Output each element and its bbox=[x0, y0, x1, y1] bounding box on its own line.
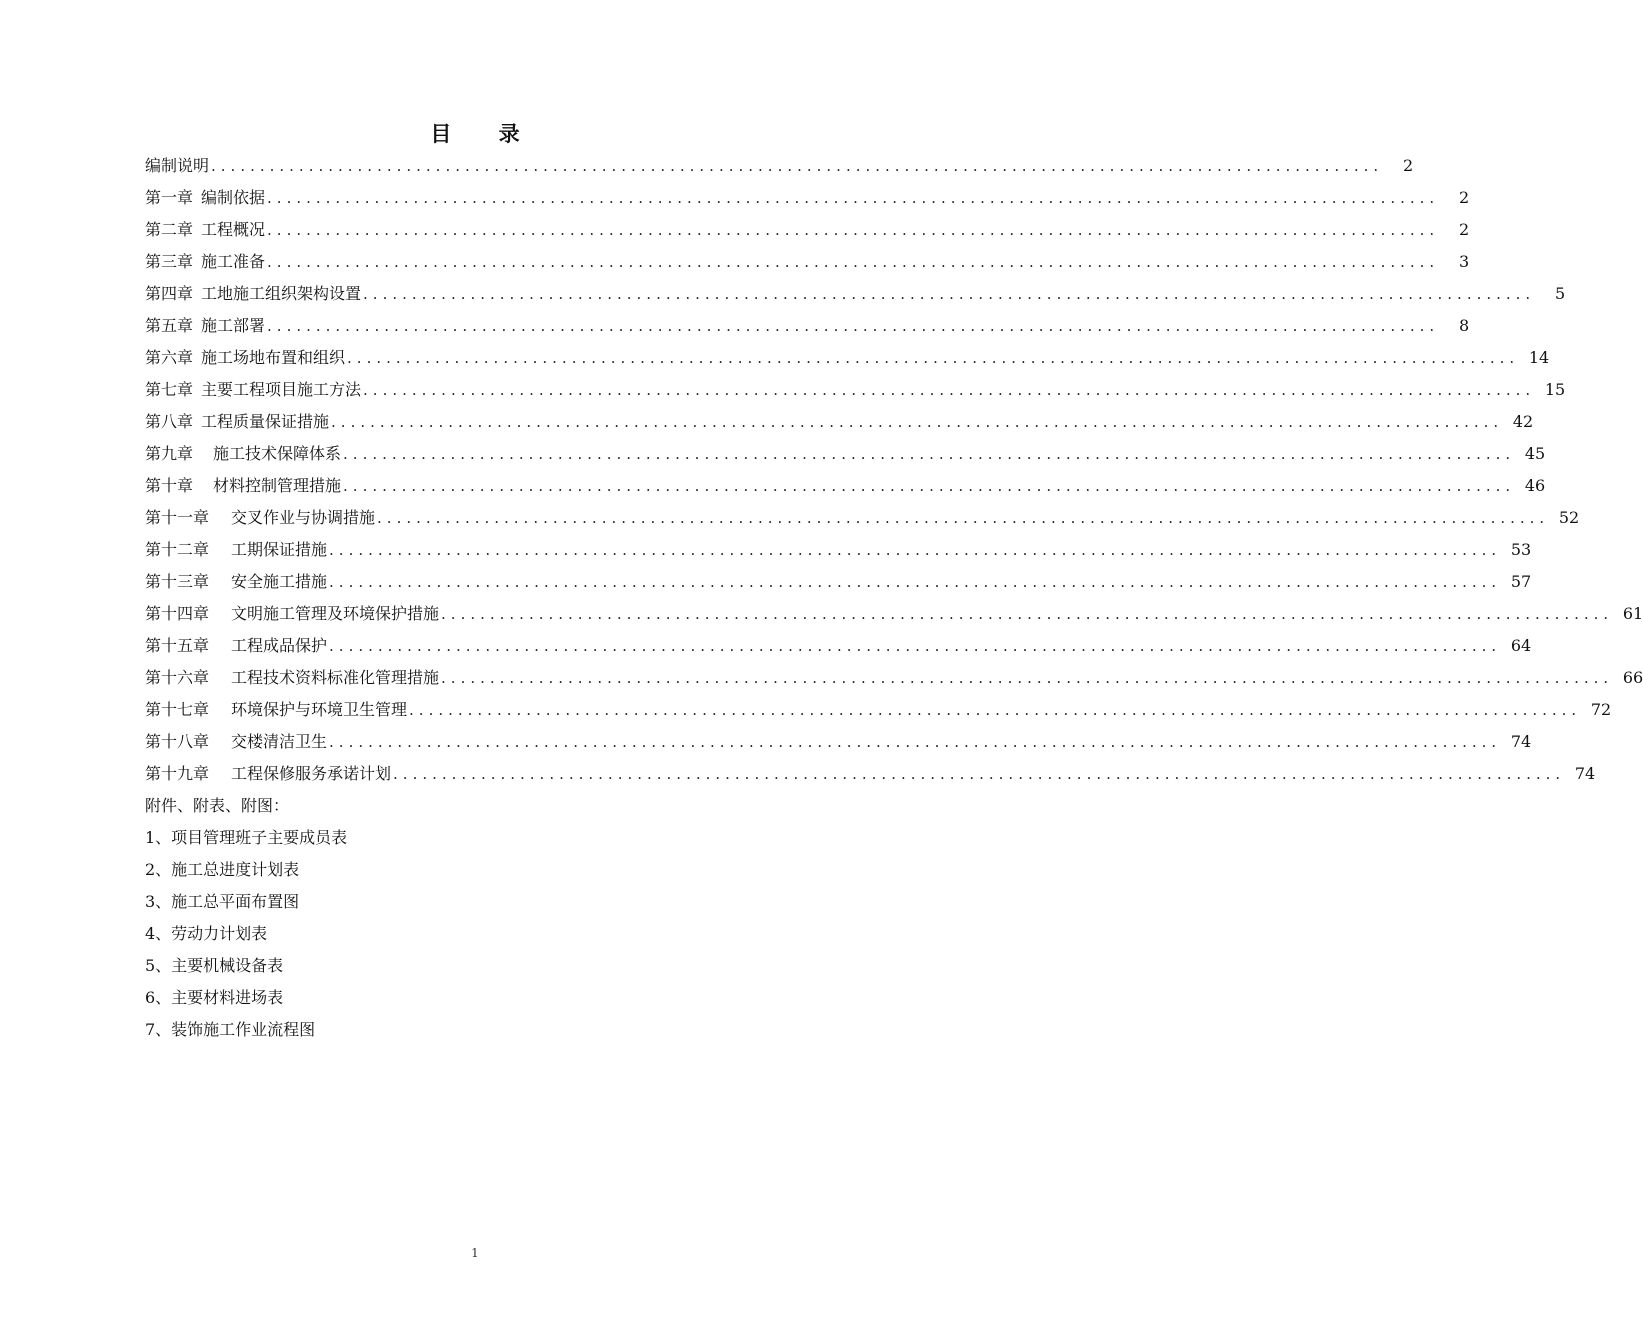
toc-entry[interactable] bbox=[145, 214, 1470, 246]
toc-chapter-number: 第九章 bbox=[145, 444, 194, 463]
toc-page-number: 5 bbox=[1555, 284, 1566, 303]
toc-entry-label bbox=[145, 406, 329, 438]
toc-entry-label bbox=[145, 758, 391, 790]
appendix-item: 4、劳动力计划表 bbox=[145, 924, 268, 943]
toc-entry-label bbox=[145, 502, 375, 534]
toc-page-number: 42 bbox=[1512, 412, 1534, 431]
toc-chapter-title: 施工部署 bbox=[201, 316, 266, 335]
toc-entry[interactable] bbox=[145, 246, 1470, 278]
toc-chapter-title: 编制依据 bbox=[201, 188, 266, 207]
toc-chapter-number: 第十一章 bbox=[145, 508, 210, 527]
toc-chapter-title: 施工场地布置和组织 bbox=[201, 348, 346, 367]
toc-page-number: 15 bbox=[1544, 380, 1566, 399]
toc-dot-leader: ........................................................................................................................ bbox=[409, 701, 1582, 719]
toc-dot-leader: ........................................................................................................................ bbox=[267, 221, 1440, 239]
toc-entry[interactable] bbox=[145, 566, 1532, 598]
toc-chapter-number: 第十九章 bbox=[145, 764, 210, 783]
toc-entry[interactable] bbox=[145, 726, 1532, 758]
toc-entry[interactable] bbox=[145, 694, 1612, 726]
toc-dot-leader: ........................................................................................................................ bbox=[211, 157, 1384, 175]
toc-chapter-number: 第一章 bbox=[145, 188, 194, 207]
toc-chapter-number: 第二章 bbox=[145, 220, 194, 239]
toc-entry[interactable] bbox=[145, 342, 1550, 374]
toc-chapter-number: 第四章 bbox=[145, 284, 194, 303]
toc-entry[interactable] bbox=[145, 150, 1414, 182]
toc-chapter-number: 第十四章 bbox=[145, 604, 210, 623]
toc-entry-label bbox=[145, 598, 439, 630]
toc-dot-leader: ........................................................................................................................ bbox=[441, 669, 1614, 687]
toc-dot-leader: ........................................................................................................................ bbox=[441, 605, 1614, 623]
toc-chapter-title: 工地施工组织架构设置 bbox=[201, 284, 362, 303]
toc-chapter-number: 第三章 bbox=[145, 252, 194, 271]
page-title: 目 录 bbox=[430, 121, 540, 146]
toc-dot-leader: ........................................................................................................................ bbox=[377, 509, 1550, 527]
toc-dot-leader: ........................................................................................................................ bbox=[363, 381, 1536, 399]
toc-chapter-number: 第五章 bbox=[145, 316, 194, 335]
toc-chapter-title: 编制说明 bbox=[145, 156, 210, 175]
toc-dot-leader: ........................................................................................................................ bbox=[363, 285, 1536, 303]
toc-entry[interactable] bbox=[145, 534, 1532, 566]
toc-dot-leader: ........................................................................................................................ bbox=[329, 637, 1502, 655]
toc-entry[interactable] bbox=[145, 598, 1643, 630]
toc-chapter-number: 第十二章 bbox=[145, 540, 210, 559]
toc-entry-label bbox=[145, 150, 209, 182]
toc-dot-leader: ........................................................................................................................ bbox=[343, 477, 1516, 495]
toc-entry[interactable] bbox=[145, 630, 1532, 662]
toc-page-number: 64 bbox=[1510, 636, 1532, 655]
toc-page-number: 53 bbox=[1510, 540, 1532, 559]
appendix-item: 5、主要机械设备表 bbox=[145, 956, 284, 975]
toc-page-number: 61 bbox=[1622, 604, 1643, 623]
toc-page-number: 57 bbox=[1510, 572, 1532, 591]
toc-page-number: 8 bbox=[1459, 316, 1470, 335]
toc-entry-label bbox=[145, 278, 361, 310]
toc-dot-leader: ........................................................................................................................ bbox=[393, 765, 1566, 783]
toc-page-number: 46 bbox=[1524, 476, 1546, 495]
toc-entry-label bbox=[145, 566, 327, 598]
toc-chapter-title: 工程技术资料标准化管理措施 bbox=[231, 668, 440, 687]
toc-page-number: 52 bbox=[1558, 508, 1580, 527]
toc-page-number: 2 bbox=[1459, 188, 1470, 207]
appendix-item: 1、项目管理班子主要成员表 bbox=[145, 828, 348, 847]
appendix-item: 6、主要材料进场表 bbox=[145, 988, 284, 1007]
toc-dot-leader: ........................................................................................................................ bbox=[329, 573, 1502, 591]
page-number: 1 bbox=[471, 1246, 479, 1260]
toc-entry-label bbox=[145, 630, 327, 662]
toc-entry-label bbox=[145, 342, 345, 374]
toc-entry-label bbox=[145, 246, 265, 278]
toc-entry[interactable] bbox=[145, 278, 1566, 310]
toc-chapter-number: 第十章 bbox=[145, 476, 194, 495]
toc-chapter-title: 安全施工措施 bbox=[231, 572, 328, 591]
toc-chapter-title: 工期保证措施 bbox=[231, 540, 328, 559]
toc-chapter-number: 第十八章 bbox=[145, 732, 210, 751]
toc-page-number: 14 bbox=[1528, 348, 1550, 367]
toc-chapter-number: 第十三章 bbox=[145, 572, 210, 591]
toc-dot-leader: ........................................................................................................................ bbox=[267, 189, 1440, 207]
toc-chapter-number: 第七章 bbox=[145, 380, 194, 399]
toc-chapter-title: 施工准备 bbox=[201, 252, 266, 271]
toc-entry-label bbox=[145, 470, 341, 502]
toc-chapter-title: 施工技术保障体系 bbox=[213, 444, 342, 463]
toc-dot-leader: ........................................................................................................................ bbox=[343, 445, 1516, 463]
toc-entry-label bbox=[145, 662, 439, 694]
toc-chapter-title: 工程保修服务承诺计划 bbox=[231, 764, 392, 783]
toc-page-number: 66 bbox=[1622, 668, 1643, 687]
toc-entry[interactable] bbox=[145, 438, 1546, 470]
toc-chapter-title: 文明施工管理及环境保护措施 bbox=[231, 604, 440, 623]
toc-dot-leader: ........................................................................................................................ bbox=[267, 253, 1440, 271]
toc-page-number: 72 bbox=[1590, 700, 1612, 719]
toc-entry[interactable] bbox=[145, 374, 1566, 406]
toc-entry-label bbox=[145, 310, 265, 342]
toc-chapter-number: 第八章 bbox=[145, 412, 194, 431]
toc-chapter-title: 材料控制管理措施 bbox=[213, 476, 342, 495]
toc-dot-leader: ........................................................................................................................ bbox=[347, 349, 1520, 367]
appendix-section bbox=[145, 790, 347, 1046]
appendix-heading: 附件、附表、附图： bbox=[145, 796, 290, 815]
toc-chapter-number: 第十七章 bbox=[145, 700, 210, 719]
appendix-item: 2、施工总进度计划表 bbox=[145, 860, 300, 879]
toc-dot-leader: ........................................................................................................................ bbox=[329, 733, 1502, 751]
toc-chapter-number: 第十六章 bbox=[145, 668, 210, 687]
toc-entry-label bbox=[145, 726, 327, 758]
toc-page-number: 74 bbox=[1574, 764, 1596, 783]
appendix-item: 7、装饰施工作业流程图 bbox=[145, 1020, 316, 1039]
toc-chapter-title: 交楼清洁卫生 bbox=[231, 732, 328, 751]
toc-chapter-title: 工程成品保护 bbox=[231, 636, 328, 655]
toc-entry-label bbox=[145, 694, 407, 726]
toc-page-number: 74 bbox=[1510, 732, 1532, 751]
toc-entry-label bbox=[145, 534, 327, 566]
toc-entry-label bbox=[145, 182, 265, 214]
toc-page-number: 2 bbox=[1459, 220, 1470, 239]
toc-chapter-title: 交叉作业与协调措施 bbox=[231, 508, 376, 527]
toc-dot-leader: ........................................................................................................................ bbox=[331, 413, 1504, 431]
toc-entry[interactable] bbox=[145, 182, 1470, 214]
toc-entry[interactable] bbox=[145, 662, 1643, 694]
toc-chapter-number: 第十五章 bbox=[145, 636, 210, 655]
toc-entry[interactable] bbox=[145, 470, 1546, 502]
toc-chapter-title: 工程概况 bbox=[201, 220, 266, 239]
toc-entry-label bbox=[145, 438, 341, 470]
toc-entry-label bbox=[145, 214, 265, 246]
table-of-contents bbox=[145, 150, 1643, 790]
toc-chapter-title: 环境保护与环境卫生管理 bbox=[231, 700, 408, 719]
toc-entry[interactable] bbox=[145, 406, 1534, 438]
toc-entry[interactable] bbox=[145, 502, 1580, 534]
toc-chapter-number: 第六章 bbox=[145, 348, 194, 367]
toc-dot-leader: ........................................................................................................................ bbox=[267, 317, 1440, 335]
toc-page-number: 45 bbox=[1524, 444, 1546, 463]
toc-chapter-title: 工程质量保证措施 bbox=[201, 412, 330, 431]
appendix-item: 3、施工总平面布置图 bbox=[145, 892, 300, 911]
toc-entry[interactable] bbox=[145, 310, 1470, 342]
toc-page-number: 2 bbox=[1403, 156, 1414, 175]
toc-entry[interactable] bbox=[145, 758, 1596, 790]
toc-entry-label bbox=[145, 374, 361, 406]
toc-page-number: 3 bbox=[1459, 252, 1470, 271]
toc-chapter-title: 主要工程项目施工方法 bbox=[201, 380, 362, 399]
toc-dot-leader: ........................................................................................................................ bbox=[329, 541, 1502, 559]
